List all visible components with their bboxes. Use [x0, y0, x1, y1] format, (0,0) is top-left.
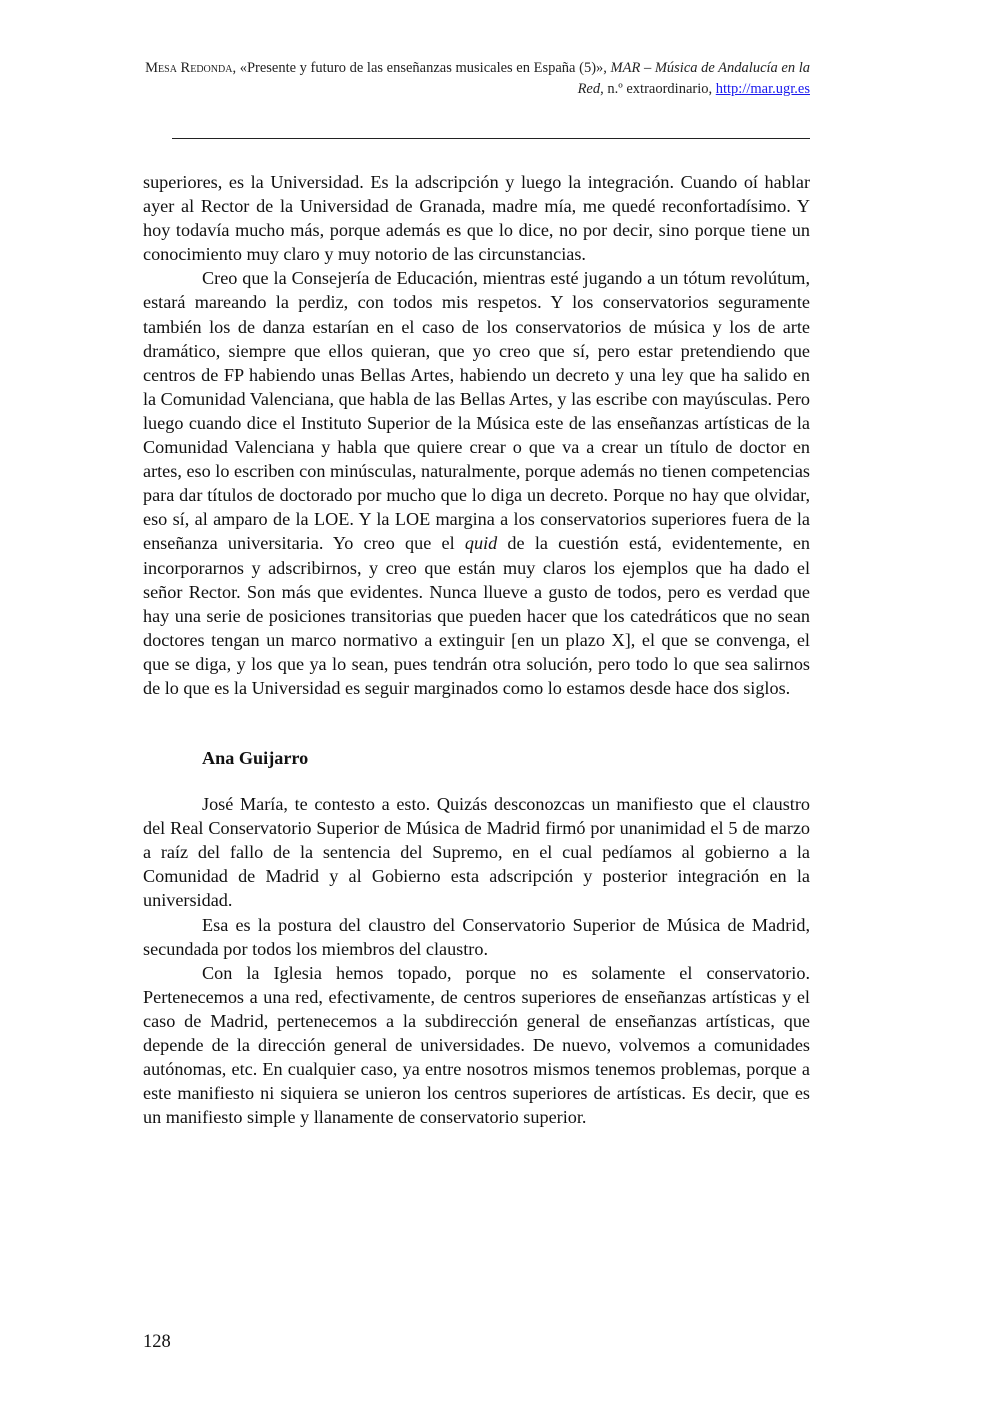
header-title: , «Presente y futuro de las enseñanzas musicales en España (5)»,	[232, 60, 611, 76]
running-header	[140, 58, 810, 100]
paragraph-3: José María, te contesto a esto. Quizás desconozcas un manifiesto que el claustro del Real Conservatorio Superior de Música de Madrid firmó por unanimidad el 5 de marzo a raíz del fallo de la sentencia del Supremo, en el cual pedíamos al gobierno a la Comunidad de Madrid y al Gobierno esta adscripción y posterior integración en la universidad.	[143, 794, 810, 911]
paragraph-2-italic: quid	[464, 533, 498, 554]
header-rule	[172, 138, 810, 139]
paragraph-4: Esa es la postura del claustro del Conservatorio Superior de Música de Madrid, secundada por todos los miembros del claustro.	[143, 914, 810, 959]
paragraph-2	[143, 266, 810, 700]
header-journal: MAR – Música de Andalucía en la Red	[577, 60, 810, 97]
paragraph-2-text-a: Creo que la Consejería de Educación, mientras esté jugando a un tótum revolútum, estará mareando la perdiz, con todos mis respetos. Y los conservatorios seguramente también los de danza estarían en el caso de los conservatorios de música y los de arte dramático, siempre que ellos quieran, que yo creo que sí, pero estar pretendiendo que centros de FP habiendo unas Bellas Artes, habiendo un decreto y una ley que ha salido en la Comunidad Valenciana, que habla de las Bellas Artes, y las escribe con mayúsculas. Pero luego cuando dice el Instituto Superior de la Música este de las enseñanzas artísticas de la Comunidad Valenciana y habla que quiere crear o que va a crear un título de doctor en artes, eso lo escriben con minúsculas, naturalmente, porque además no tienen competencias para dar títulos de doctorado por mucho que lo diga un decreto. Porque no hay que olvidar, eso sí, al amparo de la LOE. Y la LOE margina a los conservatorios superiores fuera de la enseñanza universitaria. Yo creo que el	[143, 268, 810, 554]
paragraph-5: Con la Iglesia hemos topado, porque no es solamente el conservatorio. Pertenecemos a una red, efectivamente, de centros superiores de enseñanzas artísticas y el caso de Madrid, pertenecemos a la subdirección general de enseñanzas artísticas, que depende de la dirección general de universidades. De nuevo, volvemos a comunidades autónomas, etc. En cualquier caso, ya entre nosotros mismos tenemos problemas, porque a este manifiesto ni siquiera se unieron los centros superiores de artísticas. Es decir, que es un manifiesto simple y llanamente de conservatorio superior.	[143, 962, 810, 1128]
speaker-heading: Ana Guijarro	[202, 748, 309, 769]
page-number: 128	[143, 1332, 171, 1352]
document-body	[143, 170, 810, 1129]
paragraph-2-text-b: de la cuestión está, evidentemente, en incorporarnos y adscribirnos, y creo que están muy claros los ejemplos que ha dado el señor Rector. Son más que evidentes. Nunca llueve a gusto de todos, pero es verdad que hay una serie de posiciones transitorias que pueden hacer que los catedráticos que no sean doctores tengan un marco normativo a extinguir [en un plazo X], el que se convenga, el que se diga, y los que ya lo sean, pues tendrán otra solución, pero todo lo que sea salirnos de lo que es la Universidad es seguir marginados como lo estamos desde hace dos siglos.	[143, 533, 810, 698]
header-url-link[interactable]: http://mar.ugr.es	[715, 81, 810, 97]
paragraph-1: superiores, es la Universidad. Es la adscripción y luego la integración. Cuando oí hablar ayer al Rector de la Universidad de Granada, madre mía, me quedé reconfortadísimo. Y hoy todavía mucho más, porque además es que lo dice, no por decir, sino porque tiene un conocimiento muy claro y muy notorio de las circunstancias.	[143, 172, 810, 265]
header-author: Mesa Redonda	[145, 60, 233, 76]
header-issue: , n.º extraordinario,	[600, 81, 716, 97]
